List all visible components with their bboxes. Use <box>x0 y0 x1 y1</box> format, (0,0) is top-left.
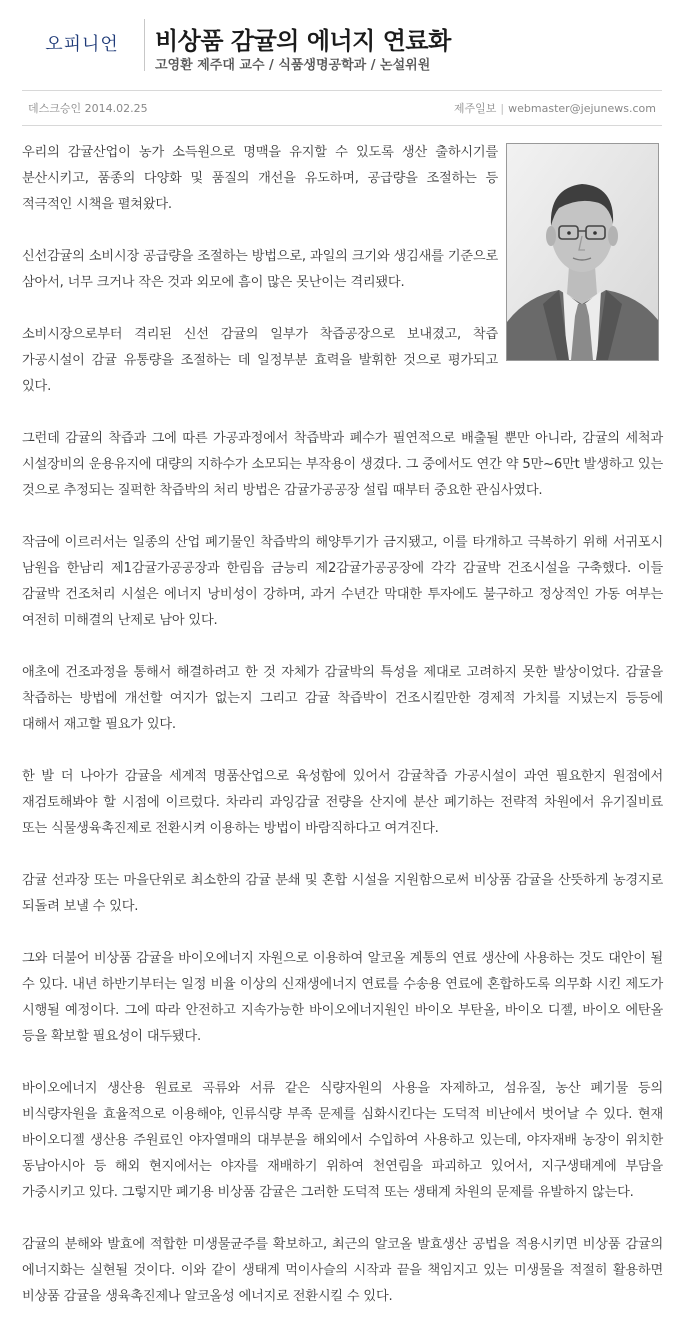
article-paragraph: 소비시장으로부터 격리된 신선 감귤의 일부가 착즙공장으로 보내졌고, 착즙 가공시설이 감귤 유통량을 조절하는 데 일정부분 효력을 발휘한 것으로 평가되고 있다. <box>22 327 498 394</box>
approval-info <box>28 100 148 116</box>
source-name: 제주일보 <box>453 102 497 115</box>
article-paragraph: 신선감귤의 소비시장 공급량을 조절하는 방법으로, 과일의 크기와 생김새를 기준으로 삼아서, 너무 크거나 작은 것과 외모에 흠이 많은 못난이는 격리됐다. <box>22 249 498 290</box>
article-title: 비상품 감귤의 에너지 연료화 <box>155 27 451 55</box>
contact-email-link[interactable]: webmaster@jejunews.com <box>508 102 656 115</box>
article-paragraph: 그와 더불어 비상품 감귤을 바이오에너지 자원으로 이용하여 알코올 계통의 연료 생산에 사용하는 것도 대안이 될 수 있다. 내년 하반기부터는 일정 비율 이상의 신재생에너지 연료를 수송용 연료에 혼합하도록 의무화 시킨 제도가 시행될 예정이다. 그에 따라 안전하고 지속가능한 바이오에너지원인 바이오 부탄올, 바이오 디젤, 바이오 에탄올 등을 확보할 필요성이 대두됐다. <box>22 951 663 1044</box>
article-paragraph: 감귤 선과장 또는 마을단위로 최소한의 감귤 분쇄 및 혼합 시설을 지원함으로써 비상품 감귤을 산뜻하게 농경지로 되돌려 보낼 수 있다. <box>22 873 663 914</box>
article-paragraph: 그런데 감귤의 착즙과 그에 따른 가공과정에서 착즙박과 폐수가 필연적으로 배출될 뿐만 아니라, 감귤의 세척과 시설장비의 운용유지에 대량의 지하수가 소모되는 부작용이 생겼다. 그 중에서도 연간 약 5만~6만t 발생하고 있는 것으로 추정되는 질퍽한 착즙박의 처리 방법은 감귤가공공장 설립 때부터 중요한 관심사였다. <box>22 431 663 498</box>
source-info <box>454 100 656 116</box>
article-paragraph: 감귤의 분해와 발효에 적합한 미생물균주를 확보하고, 최근의 알코올 발효생산 공법을 적용시키면 비상품 감귤의 에너지화는 실현될 것이다. 이와 같이 생태계 먹이사슬의 시작과 끝을 책임지고 있는 미생물을 적절히 활용하면 비상품 감귤을 생육촉진제나 알코올성 에너지로 전환시킬 수 있다. <box>22 1237 663 1304</box>
section-category[interactable]: 오피니언 <box>45 34 119 55</box>
publish-date: 2014.02.25 <box>84 102 148 115</box>
meta-separator: | <box>500 102 505 115</box>
article-header <box>22 15 662 75</box>
article-paragraph: 한 발 더 나아가 감귤을 세계적 명품산업으로 육성함에 있어서 감귤착즙 가공시설이 과연 필요한지 원점에서 재검토해봐야 할 시점에 이르렀다. 차라리 과잉감귤 전량을 산지에 분산 폐기하는 전략적 차원에서 유기질비료 또는 식물생육촉진제로 전환시켜 이용하는 방법이 바람직하다고 여겨진다. <box>22 769 663 836</box>
desk-approval-label: 데스크승인 <box>28 102 82 115</box>
article-byline: 고영환 제주대 교수 / 식품생명공학과 / 논설위원 <box>155 58 431 73</box>
header-divider <box>144 19 145 71</box>
article-paragraph: 우리의 감귤산업이 농가 소득원으로 명맥을 유지할 수 있도록 생산 출하시기를 분산시키고, 품종의 다양화 및 품질의 개선을 유도하며, 공급량을 조절하는 등 적극적인 시책을 펼쳐왔다. <box>22 145 498 212</box>
meta-bar <box>22 90 662 126</box>
article-paragraph: 바이오에너지 생산용 원료로 곡류와 서류 같은 식량자원의 사용을 자제하고, 섬유질, 농산 폐기물 등의 비식량자원을 효율적으로 이용해야, 인류식량 부족 문제를 심화시킨다는 도덕적 비난에서 벗어날 수 있다. 현재 바이오디젤 생산용 주원료인 야자열매의 대부분을 해외에서 수입하여 사용하고 있는데, 야자재배 농장이 위치한 동남아시아 등 해외 현지에서는 야자를 재배하기 위하여 천연림을 파괴하고 있어서, 지구생태계에 부담을 가중시키고 있다. 그렇지만 폐기용 비상품 감귤은 그러한 도덕적 또는 생태계 차원의 문제를 유발하지 않는다. <box>22 1081 663 1200</box>
article-paragraph: 애초에 건조과정을 통해서 해결하려고 한 것 자체가 감귤박의 특성을 제대로 고려하지 못한 발상이었다. 감귤을 착즙하는 방법에 개선할 여지가 없는지 그리고 감귤 착즙박이 건조시킬만한 경제적 가치를 지녔는지 등등에 대해서 재고할 필요가 있다. <box>22 665 663 732</box>
article-body <box>22 140 663 1336</box>
article-paragraph: 작금에 이르러서는 일종의 산업 폐기물인 착즙박의 해양투기가 금지됐고, 이를 타개하고 극복하기 위해 서귀포시 남원읍 한남리 제1감귤가공공장과 한림읍 금능리 제2감귤가공공장에 각각 감귤박 건조시설을 구축했다. 이들 감귤박 건조처리 시설은 에너지 낭비성이 강하며, 과거 수년간 막대한 투자에도 불구하고 정상적인 가동 여부는 여전히 미해결의 난제로 남아 있다. <box>22 535 663 628</box>
